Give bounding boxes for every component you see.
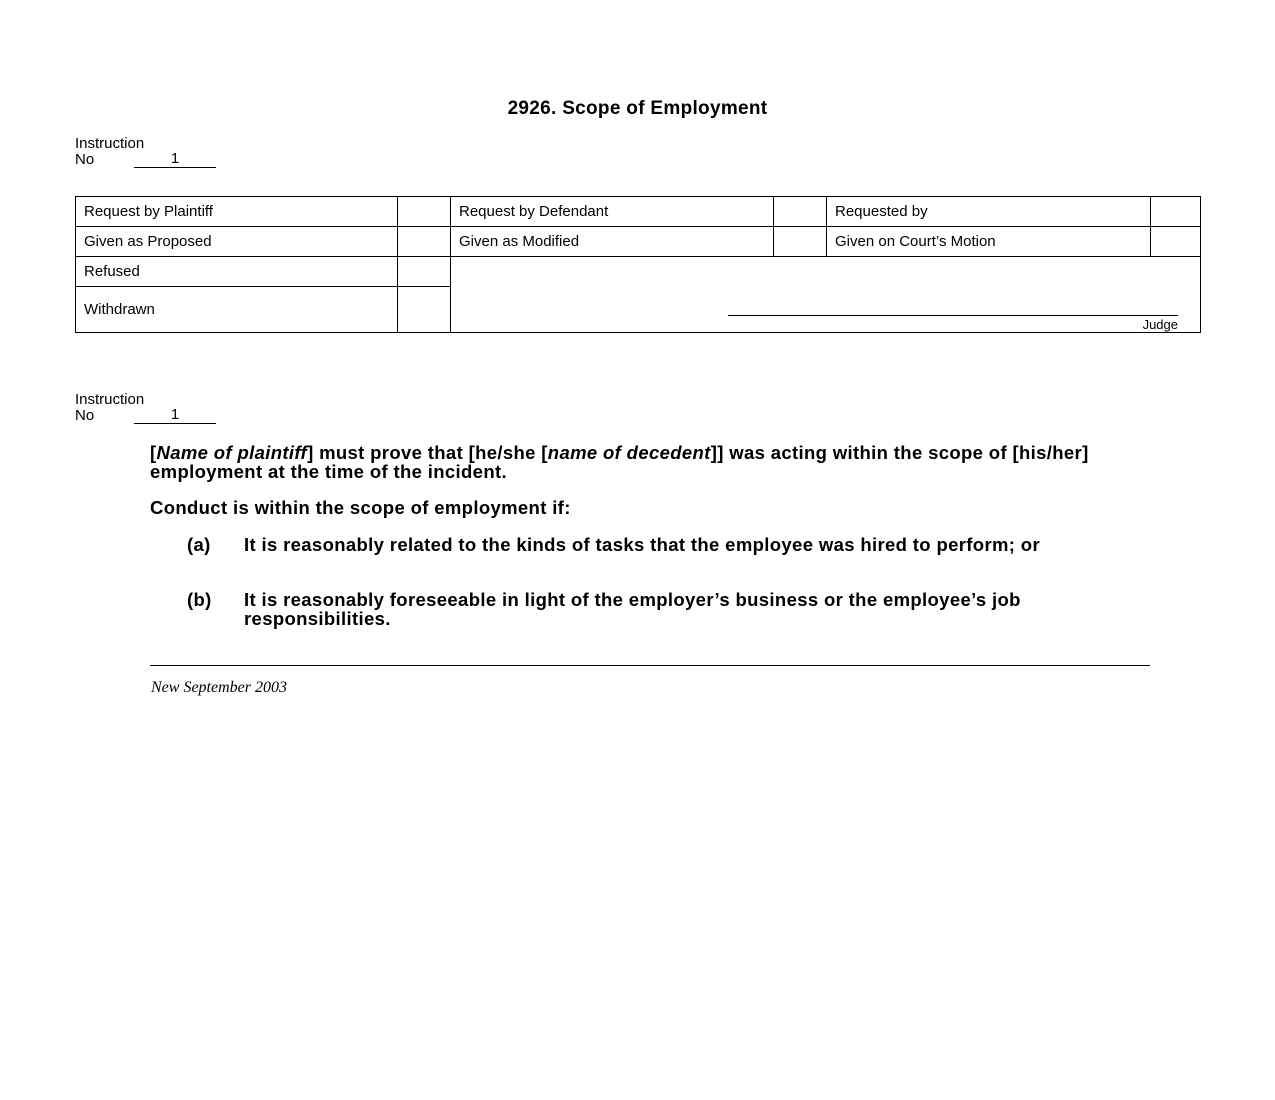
given-as-modified-box[interactable] (774, 227, 827, 257)
withdrawn-box[interactable] (398, 287, 451, 333)
requested-by-box[interactable] (1151, 197, 1201, 227)
decedent-placeholder: name of decedent (547, 442, 711, 463)
p1-text: ]] was acting within the scope of [his/her] employment at the time of the incident. (150, 442, 1089, 482)
instruction-label: Instruction (75, 391, 145, 408)
given-as-proposed-box[interactable] (398, 227, 451, 257)
plaintiff-placeholder: Name of plaintiff (156, 442, 308, 463)
instruction-number[interactable]: 1 (134, 408, 216, 424)
p1-text: [ (150, 442, 157, 463)
given-on-courts-motion-box[interactable] (1151, 227, 1201, 257)
instruction-disposition-form (75, 196, 1201, 333)
instruction-label: Instruction (75, 135, 145, 152)
judge-label: Judge (1142, 317, 1178, 332)
given-on-courts-motion-label: Given on Court’s Motion (827, 227, 1151, 257)
p1-text: ] must prove that [he/she [ (307, 442, 548, 463)
instruction-paragraph-1 (150, 443, 1140, 481)
no-label: No (75, 151, 95, 168)
instruction-number-bottom (75, 392, 216, 424)
requested-by-label: Requested by (827, 197, 1151, 227)
instruction-number-top (75, 136, 216, 168)
given-as-proposed-label: Given as Proposed (76, 227, 398, 257)
judge-signature-line[interactable] (728, 315, 1178, 316)
request-by-defendant-box[interactable] (774, 197, 827, 227)
refused-box[interactable] (398, 257, 451, 287)
page-title: 2926. Scope of Employment (507, 98, 768, 119)
withdrawn-label: Withdrawn (76, 287, 398, 333)
refused-label: Refused (76, 257, 398, 287)
list-item-label: (a) (187, 534, 211, 555)
request-by-defendant-label: Request by Defendant (451, 197, 774, 227)
no-label: No (75, 407, 95, 424)
list-item-b (187, 590, 1147, 628)
instruction-number[interactable]: 1 (134, 152, 216, 168)
list-item-text: It is reasonably foreseeable in light of the employer’s business or the employee’s job responsibilities. (244, 589, 1021, 629)
revision-note: New September 2003 (151, 679, 287, 696)
list-item-a (187, 535, 1147, 554)
request-by-plaintiff-label: Request by Plaintiff (76, 197, 398, 227)
given-as-modified-label: Given as Modified (451, 227, 774, 257)
list-item-label: (b) (187, 589, 212, 610)
instruction-paragraph-2: Conduct is within the scope of employment if: (150, 497, 571, 518)
request-by-plaintiff-box[interactable] (398, 197, 451, 227)
judge-signature-area (451, 257, 1201, 333)
footer-divider (150, 665, 1150, 666)
list-item-text: It is reasonably related to the kinds of tasks that the employee was hired to perform; or (244, 534, 1040, 555)
